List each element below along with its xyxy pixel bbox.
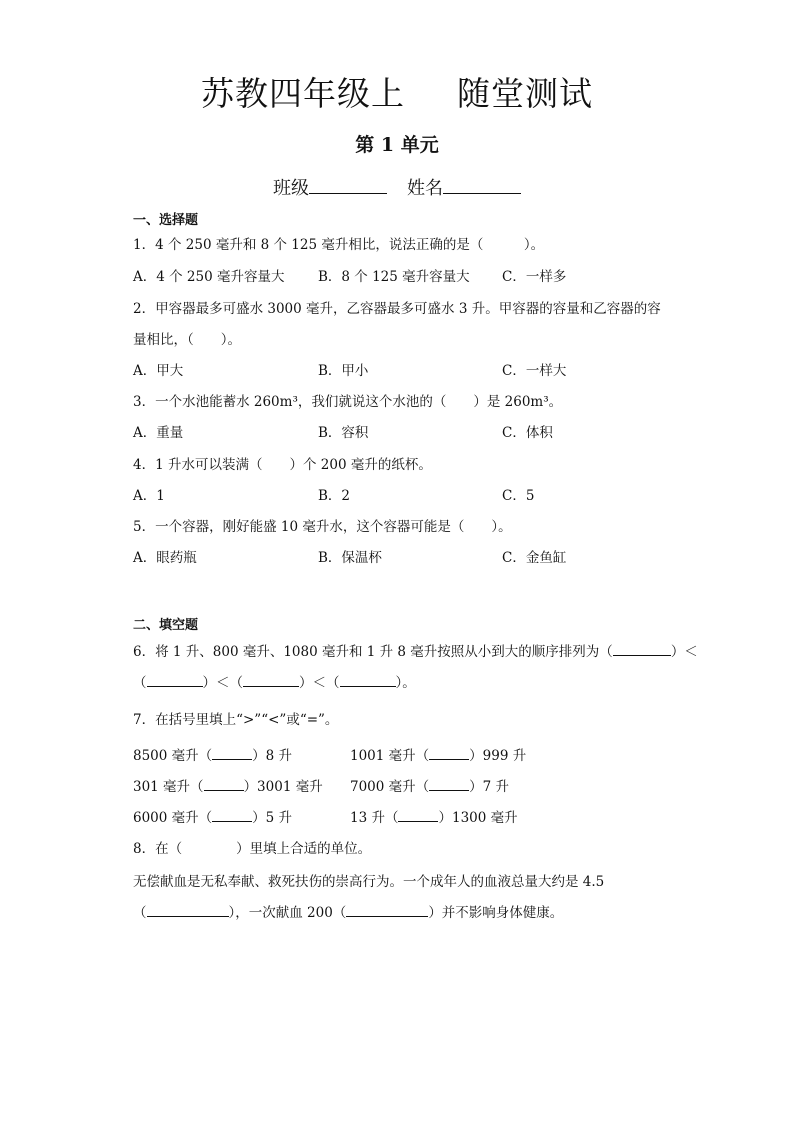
q7-item-left: 13 升（ (350, 810, 399, 826)
q4-option-b: B．2 (318, 488, 351, 504)
q6-line1-end: ）＜ (670, 644, 698, 660)
q4-option-a: A．1 (133, 488, 165, 504)
q6-close-paren: ） (202, 675, 216, 691)
q7-item-left: 301 毫升（ (133, 779, 204, 795)
q7-item-right: ）3001 毫升 (243, 779, 323, 795)
question-2-stem-line2: 量相比，（ ）。 (133, 332, 241, 348)
q6-blank-2[interactable] (147, 674, 203, 687)
q7-item-left: 1001 毫升（ (350, 748, 430, 764)
q8-blank-1[interactable] (147, 904, 229, 917)
question-4-stem: 4．1 升水可以装满（ ）个 200 毫升的纸杯。 (133, 457, 432, 473)
q2-option-b: B．甲小 (318, 363, 369, 379)
question-8-line1: 无偿献血是无私奉献、救死扶伤的崇高行为。一个成年人的血液总量大约是 4.5 (133, 874, 605, 890)
q7-blank[interactable] (212, 809, 252, 822)
q5-option-a: A．眼药瓶 (133, 550, 197, 566)
q7-item-right: ）999 升 (469, 748, 527, 764)
class-label: 班级 (273, 178, 309, 199)
section-heading-choice: 一、选择题 (133, 213, 199, 228)
q6-open-paren: （ (133, 675, 147, 691)
q7-item-right: ）8 升 (252, 748, 293, 764)
q6-less-than: ＜ (216, 675, 230, 691)
q6-blank-1[interactable] (613, 643, 671, 656)
title-right: 随堂测试 (457, 74, 593, 113)
q7-item-right: ）7 升 (469, 779, 510, 795)
q7-item-right: ）5 升 (252, 810, 293, 826)
q1-option-c: C．一样多 (502, 269, 567, 285)
question-6-line1 (133, 640, 698, 660)
q7-blank[interactable] (429, 747, 469, 760)
q6-close-paren: ） (299, 675, 313, 691)
unit-heading: 第 1 单元 (355, 134, 439, 156)
q1-option-a: A．4 个 250 毫升容量大 (133, 269, 285, 285)
q8-part-2: ），一次献血 200（ (228, 905, 347, 921)
q8-part-3: ）并不影响身体健康。 (428, 905, 564, 921)
question-6-line2 (133, 671, 416, 691)
q5-option-b: B．保温杯 (318, 550, 382, 566)
q6-blank-3[interactable] (243, 674, 299, 687)
q6-blank-4[interactable] (340, 674, 396, 687)
question-1-stem: 1．4 个 250 毫升和 8 个 125 毫升相比，说法正确的是（ ）。 (133, 237, 545, 253)
q3-option-b: B．容积 (318, 425, 369, 441)
q7-item-left: 6000 毫升（ (133, 810, 213, 826)
q3-option-c: C．体积 (502, 425, 553, 441)
question-2-stem-line1: 2．甲容器最多可盛水 3000 毫升，乙容器最多可盛水 3 升。甲容器的容量和乙容器的容 (133, 301, 661, 317)
q7-blank[interactable] (212, 747, 252, 760)
q2-option-c: C．一样大 (502, 363, 567, 379)
class-blank[interactable] (309, 175, 387, 194)
student-info (0, 174, 794, 200)
q6-end: ）。 (395, 675, 416, 691)
q7-item-5 (133, 806, 292, 826)
q6-open-paren: （ (229, 675, 243, 691)
q6-text: 6．将 1 升、800 毫升、1080 毫升和 1 升 8 毫升按照从小到大的顺序排列为（ (133, 644, 613, 660)
q3-option-a: A．重量 (133, 425, 184, 441)
q1-option-b: B．8 个 125 毫升容量大 (318, 269, 470, 285)
q8-blank-2[interactable] (346, 904, 428, 917)
name-blank[interactable] (443, 175, 521, 194)
q7-item-3 (133, 775, 323, 795)
q7-item-1 (133, 744, 292, 764)
q6-open-paren: （ (326, 675, 340, 691)
question-8-line2 (133, 901, 563, 921)
page-title (0, 68, 794, 115)
q7-blank[interactable] (429, 778, 469, 791)
section-heading-fill: 二、填空题 (133, 618, 199, 633)
question-8-stem: 8．在（ ）里填上合适的单位。 (133, 841, 372, 857)
q5-option-c: C．金鱼缸 (502, 550, 567, 566)
q2-option-a: A．甲大 (133, 363, 184, 379)
q7-item-left: 7000 毫升（ (350, 779, 430, 795)
question-3-stem: 3．一个水池能蓄水 260m³，我们就说这个水池的（ ）是 260m³。 (133, 394, 563, 410)
question-5-stem: 5．一个容器，刚好能盛 10 毫升水，这个容器可能是（ ）。 (133, 519, 512, 535)
q7-item-6 (350, 806, 518, 826)
name-label: 姓名 (407, 178, 443, 199)
q4-option-c: C．5 (502, 488, 535, 504)
q6-less-than: ＜ (312, 675, 326, 691)
q7-item-right: ）1300 毫升 (438, 810, 518, 826)
q7-item-2 (350, 744, 526, 764)
question-7-stem: 7．在括号里填上“>”“<”或“=”。 (133, 712, 339, 728)
q8-part-1: （ (133, 905, 147, 921)
q7-item-left: 8500 毫升（ (133, 748, 213, 764)
title-left: 苏教四年级上 (201, 74, 405, 113)
q7-blank[interactable] (398, 809, 438, 822)
q7-blank[interactable] (204, 778, 244, 791)
q7-item-4 (350, 775, 509, 795)
